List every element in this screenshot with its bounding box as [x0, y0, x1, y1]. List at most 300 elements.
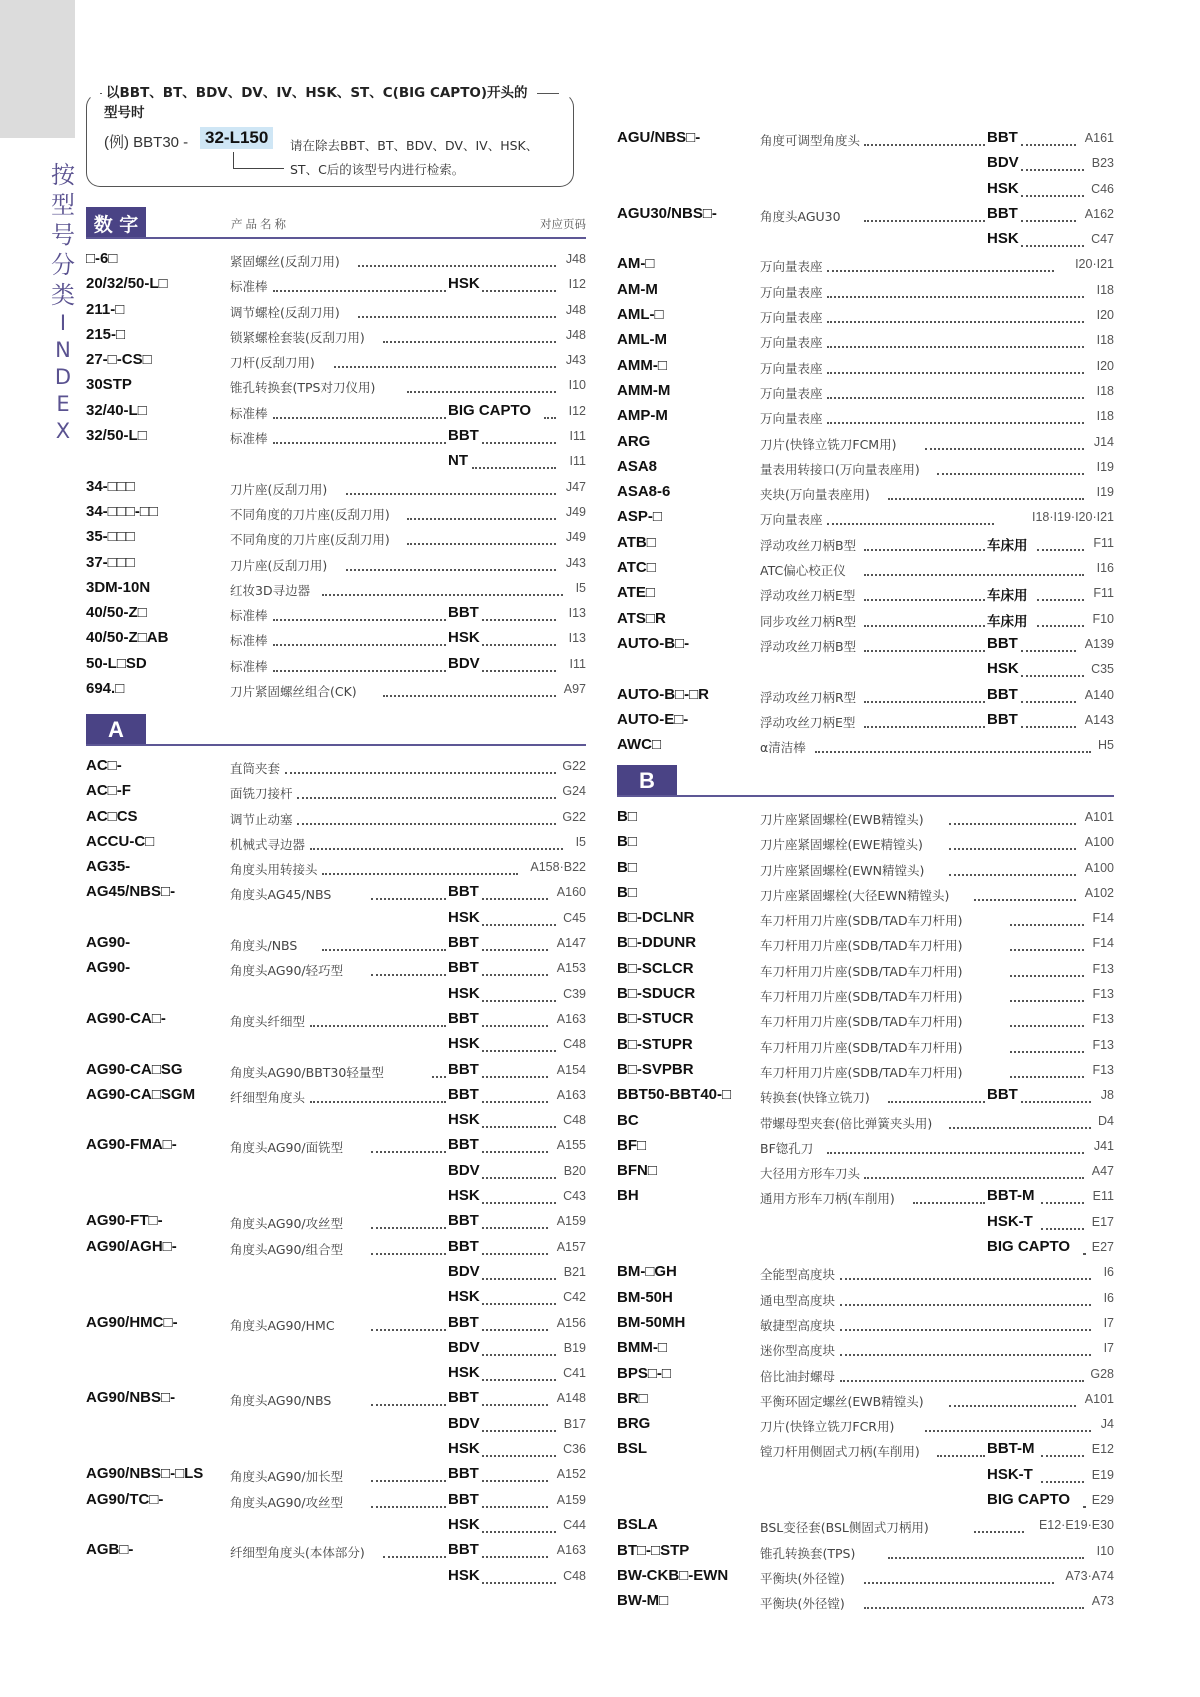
- shank-type: BBT: [987, 129, 1018, 146]
- page-reference[interactable]: G24: [559, 784, 586, 798]
- shank-type: BBT: [448, 1541, 479, 1559]
- index-entry: [86, 323, 586, 348]
- page-reference[interactable]: I16: [1094, 561, 1114, 575]
- page-reference[interactable]: A100: [1082, 835, 1114, 849]
- page-reference[interactable]: J43: [563, 353, 586, 367]
- product-name: 浮动攻丝刀柄B型: [760, 537, 857, 553]
- page-reference[interactable]: A154: [554, 1063, 586, 1077]
- dot-leader: [482, 1266, 556, 1280]
- page-reference[interactable]: C45: [560, 911, 586, 925]
- dot-leader: [864, 714, 985, 728]
- product-name: 浮动攻丝刀柄R型: [760, 689, 857, 705]
- shank-type: BBT-M: [987, 1440, 1035, 1458]
- index-entry: [617, 556, 1114, 581]
- dot-leader: [827, 284, 1084, 298]
- product-name: BF锪孔刀: [760, 1140, 814, 1156]
- index-entry: [617, 1539, 1114, 1564]
- shank-type: HSK: [448, 1035, 480, 1053]
- page-reference[interactable]: C42: [560, 1290, 586, 1304]
- product-name: 刀杆(反刮刀用): [230, 355, 315, 371]
- model-code: AC□CS: [86, 807, 138, 825]
- hint-note: 请在除去BBT、BT、BDV、DV、IV、HSK、: [290, 138, 539, 153]
- page-reference[interactable]: G28: [1087, 1367, 1114, 1381]
- product-name: 角度头AG90/BBT30轻量型: [230, 1064, 384, 1080]
- page-reference[interactable]: E11: [1090, 1189, 1114, 1203]
- shank-type: HSK: [448, 984, 480, 1002]
- page-reference[interactable]: F13: [1089, 1012, 1114, 1026]
- page-reference[interactable]: J49: [563, 505, 586, 519]
- product-name: 万向量表座: [760, 335, 823, 351]
- dot-leader: [840, 1368, 1084, 1382]
- index-entry: [86, 399, 586, 424]
- page-reference[interactable]: F13: [1089, 1063, 1114, 1077]
- page-reference[interactable]: A101: [1082, 1392, 1114, 1406]
- page-reference[interactable]: A97: [561, 682, 586, 696]
- index-entry: [86, 449, 586, 474]
- page-reference[interactable]: A163: [554, 1088, 586, 1102]
- product-name: 同步攻丝刀柄R型: [760, 613, 857, 629]
- index-entry: [617, 1134, 1114, 1159]
- dot-leader: [407, 531, 556, 545]
- index-entry: [86, 1058, 586, 1083]
- page-reference[interactable]: I19: [1094, 460, 1114, 474]
- dot-leader: [482, 1241, 548, 1255]
- page-reference[interactable]: A156: [554, 1316, 586, 1330]
- product-name: 纤细型角度头: [230, 1089, 306, 1105]
- page-reference[interactable]: D4: [1095, 1114, 1114, 1128]
- page-reference[interactable]: A148: [554, 1391, 586, 1405]
- page-reference[interactable]: C41: [560, 1366, 586, 1380]
- dot-leader: [383, 1544, 446, 1558]
- model-code: AUTO-B□-: [617, 634, 690, 652]
- dot-leader: [1041, 1216, 1084, 1230]
- model-code: AC□-F: [86, 782, 131, 800]
- shank-type: BBT: [448, 1389, 479, 1407]
- page-reference[interactable]: C46: [1088, 182, 1114, 196]
- dot-leader: [1010, 1039, 1084, 1053]
- page-reference[interactable]: A157: [554, 1240, 586, 1254]
- model-code: AGB□-: [86, 1541, 134, 1559]
- index-entry: [617, 708, 1114, 733]
- index-entry: [86, 1133, 586, 1158]
- shank-type: BBT: [987, 634, 1018, 652]
- dot-leader: [864, 537, 985, 551]
- dot-leader: [482, 912, 556, 926]
- product-name: 角度头AG90/面铣型: [230, 1140, 344, 1156]
- product-name: 平衡块(外径镗): [760, 1596, 845, 1612]
- page-reference[interactable]: I7: [1101, 1316, 1114, 1330]
- index-entry: [617, 1033, 1114, 1058]
- page-reference[interactable]: B20: [561, 1164, 586, 1178]
- product-name: 标准棒: [230, 658, 268, 674]
- index-entry: [617, 1463, 1114, 1488]
- product-name: 万向量表座: [760, 259, 823, 275]
- dot-leader: [949, 1115, 1091, 1129]
- index-entry: [86, 855, 586, 880]
- page-reference[interactable]: J49: [563, 530, 586, 544]
- product-name: 大径用方形车刀头: [760, 1166, 861, 1182]
- dot-leader: [297, 785, 556, 799]
- page-reference[interactable]: I11: [567, 429, 586, 443]
- product-name: 机械式寻边器: [230, 836, 306, 852]
- page-reference[interactable]: F13: [1089, 1038, 1114, 1052]
- product-name: 通用方形车刀柄(车削用): [760, 1191, 895, 1207]
- dot-leader: [482, 1215, 548, 1229]
- product-name: 角度头AG90/轻巧型: [230, 963, 344, 979]
- index-entry: [617, 856, 1114, 881]
- page-reference[interactable]: I20: [1094, 308, 1114, 322]
- dot-leader: [358, 304, 556, 318]
- page-reference[interactable]: J14: [1091, 435, 1114, 449]
- model-code: ATC□: [617, 559, 656, 577]
- dot-leader: [371, 1494, 446, 1508]
- page-reference[interactable]: A100: [1082, 861, 1114, 875]
- page-reference[interactable]: G22: [559, 810, 586, 824]
- page-reference[interactable]: J41: [1091, 1139, 1114, 1153]
- index-entry: [86, 754, 586, 779]
- product-name: 刀片座紧固螺栓(大径EWN精镗头): [760, 887, 950, 903]
- dot-leader: [888, 486, 1084, 500]
- index-entry: [86, 1083, 586, 1108]
- page-reference[interactable]: I18·I19·I20·I21: [1029, 510, 1114, 524]
- dot-leader: [864, 562, 1084, 576]
- page-reference[interactable]: J48: [563, 328, 586, 342]
- page-reference[interactable]: I20·I21: [1072, 257, 1114, 271]
- dot-leader: [949, 811, 1076, 825]
- model-code: BSLA: [617, 1516, 658, 1534]
- page-reference[interactable]: I5: [573, 581, 586, 595]
- dot-leader: [840, 1317, 1091, 1331]
- page-reference[interactable]: A155: [554, 1138, 586, 1152]
- product-name: 万向量表座: [760, 411, 823, 427]
- model-code: 3DM-10N: [86, 578, 151, 596]
- model-code: ASA8-6: [617, 483, 671, 501]
- hint-title-2: 型号时: [104, 105, 145, 121]
- page-reference[interactable]: C48: [560, 1569, 586, 1583]
- dot-leader: [482, 430, 556, 444]
- shank-type: BBT: [448, 934, 479, 952]
- product-name: 车刀杆用刀片座(SDB/TAD车刀杆用): [760, 1039, 963, 1055]
- index-entry: [617, 328, 1114, 353]
- model-code: 20/32/50-L□: [86, 275, 168, 293]
- page-reference[interactable]: C39: [560, 987, 586, 1001]
- shank-type: BIG CAPTO: [448, 401, 532, 419]
- dot-leader: [346, 557, 556, 571]
- model-code: 35-□□□: [86, 528, 135, 546]
- model-code: AC□-: [86, 757, 122, 774]
- page-reference[interactable]: B21: [561, 1265, 586, 1279]
- shank-type: BDV: [448, 654, 480, 672]
- dot-leader: [482, 1570, 556, 1584]
- shank-type: HSK: [448, 1515, 480, 1533]
- page-reference[interactable]: A143: [1082, 713, 1114, 727]
- page-reference[interactable]: E19: [1089, 1468, 1114, 1482]
- page-reference[interactable]: A161: [1082, 131, 1114, 145]
- product-name: 刀片座(反刮刀用): [230, 481, 328, 497]
- product-name: 平衡环固定螺丝(EWB精镗头): [760, 1393, 924, 1409]
- page-reference[interactable]: F11: [1090, 586, 1114, 600]
- index-entry: [86, 298, 586, 323]
- dot-leader: [1083, 1241, 1084, 1255]
- product-name: 角度头用转接头: [230, 862, 318, 878]
- dot-leader: [1021, 157, 1084, 171]
- model-code: ATE□: [617, 584, 655, 602]
- shank-type: BBT: [987, 204, 1018, 222]
- product-name: 刀片(快锋立铣刀FCR用): [760, 1419, 895, 1435]
- shank-type: BDV: [448, 1414, 480, 1432]
- section-tag: A: [86, 714, 146, 746]
- page-reference[interactable]: A160: [554, 885, 586, 899]
- index-entry: [617, 278, 1114, 303]
- dot-leader: [1021, 233, 1084, 247]
- page-reference[interactable]: B23: [1089, 156, 1114, 170]
- product-name: 通电型高度块: [760, 1292, 836, 1308]
- page-reference[interactable]: C47: [1088, 232, 1114, 246]
- page-reference[interactable]: E12·E19·E30: [1036, 1518, 1114, 1532]
- page-reference[interactable]: A163: [554, 1012, 586, 1026]
- product-name: 标准棒: [230, 279, 268, 295]
- page-reference[interactable]: I6: [1101, 1291, 1114, 1305]
- page-reference[interactable]: A101: [1082, 810, 1114, 824]
- model-code: AG90-: [86, 959, 131, 977]
- index-entry: [617, 1260, 1114, 1285]
- dot-leader: [310, 1089, 446, 1103]
- page-reference[interactable]: I13: [566, 606, 586, 620]
- index-entry: [86, 1361, 586, 1386]
- dot-leader: [864, 1570, 1054, 1584]
- dot-leader: [346, 481, 556, 495]
- section-rule: [617, 795, 1114, 797]
- page-reference[interactable]: E12: [1089, 1442, 1114, 1456]
- model-code: 694.□: [86, 680, 125, 698]
- model-code: AG90/HMC□-: [86, 1313, 178, 1331]
- dot-leader: [482, 1443, 556, 1457]
- dot-leader: [482, 1468, 548, 1482]
- product-name: 角度头/NBS: [230, 938, 298, 954]
- product-name: 锥孔转换套(TPS): [760, 1545, 856, 1561]
- index-entry: [617, 1362, 1114, 1387]
- dot-leader: [273, 430, 446, 444]
- page-reference[interactable]: F10: [1089, 612, 1114, 626]
- page-reference[interactable]: A147: [554, 936, 586, 950]
- dot-leader: [472, 455, 556, 469]
- dot-leader: [482, 988, 556, 1002]
- page-reference[interactable]: I12: [566, 277, 586, 291]
- model-code: ACCU-C□: [86, 832, 155, 850]
- page-reference[interactable]: J47: [563, 480, 586, 494]
- page-reference[interactable]: I10: [566, 378, 586, 392]
- model-code: BMM-□: [617, 1339, 667, 1357]
- page-reference[interactable]: I11: [567, 657, 586, 671]
- page-reference[interactable]: J43: [563, 556, 586, 570]
- model-code: BC: [617, 1111, 639, 1129]
- product-name: 红妆3D寻边器: [230, 582, 311, 598]
- dot-leader: [273, 278, 446, 292]
- shank-type: BDV: [987, 154, 1019, 172]
- index-entry: [86, 1209, 586, 1234]
- model-code: AG90/TC□-: [86, 1490, 164, 1508]
- model-code: AUTO-E□-: [617, 710, 689, 728]
- page-reference[interactable]: I7: [1101, 1341, 1114, 1355]
- page-reference[interactable]: I18: [1094, 384, 1114, 398]
- model-code: AG90-CA□SG: [86, 1060, 183, 1078]
- product-name: 车刀杆用刀片座(SDB/TAD车刀杆用): [760, 913, 963, 929]
- index-entry: [617, 404, 1114, 429]
- page-reference[interactable]: A152: [554, 1467, 586, 1481]
- model-code: AMM-□: [617, 356, 667, 374]
- page-reference[interactable]: I13: [566, 631, 586, 645]
- page-reference[interactable]: I11: [567, 454, 586, 468]
- page-reference[interactable]: A140: [1082, 688, 1114, 702]
- section-header-b: [617, 765, 1114, 797]
- page-reference[interactable]: I6: [1101, 1265, 1114, 1279]
- model-code: AMM-M: [617, 381, 671, 399]
- index-entry: [86, 272, 586, 297]
- dot-leader: [840, 1266, 1091, 1280]
- model-code: BM-□GH: [617, 1263, 677, 1281]
- index-entry: [617, 1286, 1114, 1311]
- index-entry: [617, 126, 1114, 151]
- page-reference[interactable]: F13: [1089, 962, 1114, 976]
- page-reference[interactable]: E17: [1089, 1215, 1114, 1229]
- dot-leader: [432, 1064, 446, 1078]
- page-reference[interactable]: A159: [554, 1214, 586, 1228]
- page-reference[interactable]: I10: [1094, 1544, 1114, 1558]
- page-reference[interactable]: A102: [1082, 886, 1114, 900]
- index-entry: [617, 1412, 1114, 1437]
- page-reference[interactable]: J48: [563, 303, 586, 317]
- page-reference[interactable]: C43: [560, 1189, 586, 1203]
- page-reference[interactable]: I18: [1094, 333, 1114, 347]
- dot-leader: [371, 1317, 446, 1331]
- index-entry: [86, 1336, 586, 1361]
- model-code: BH: [617, 1187, 639, 1205]
- shank-type: 车床用: [987, 588, 1028, 605]
- shank-type: HSK: [987, 179, 1019, 197]
- index-entry: [617, 1564, 1114, 1589]
- page-reference[interactable]: A73: [1089, 1594, 1114, 1608]
- page-reference[interactable]: C48: [560, 1037, 586, 1051]
- page-reference[interactable]: A139: [1082, 637, 1114, 651]
- product-name: 万向量表座: [760, 512, 823, 528]
- page-reference[interactable]: A159: [554, 1493, 586, 1507]
- shank-type: BBT: [448, 1237, 479, 1255]
- dot-leader: [482, 278, 556, 292]
- page-reference[interactable]: C35: [1088, 662, 1114, 676]
- page-reference[interactable]: A162: [1082, 207, 1114, 221]
- shank-type: BBT: [448, 1465, 479, 1483]
- product-name: 刀片座(反刮刀用): [230, 557, 328, 573]
- page-reference[interactable]: I19: [1094, 485, 1114, 499]
- index-entry: [86, 880, 586, 905]
- page-reference[interactable]: B19: [561, 1341, 586, 1355]
- index-entry: [86, 1108, 586, 1133]
- index-entry: [86, 1412, 586, 1437]
- model-code: ASP-□: [617, 508, 662, 526]
- product-name: 浮动攻丝刀柄E型: [760, 714, 856, 730]
- page-reference[interactable]: F14: [1089, 911, 1114, 925]
- product-name: 量表用转接口(万向量表座用): [760, 461, 920, 477]
- page-reference[interactable]: A163: [554, 1543, 586, 1557]
- example-model-highlight: 32-L150: [200, 127, 273, 149]
- index-entry: [617, 581, 1114, 606]
- page-reference[interactable]: J8: [1098, 1088, 1114, 1102]
- page-reference[interactable]: H5: [1095, 738, 1114, 752]
- index-entry: [617, 830, 1114, 855]
- dot-leader: [974, 1519, 1024, 1533]
- product-name: 不同角度的刀片座(反刮刀用): [230, 506, 390, 522]
- shank-type: BBT: [448, 1490, 479, 1508]
- model-code: BRG: [617, 1415, 651, 1433]
- shank-type: BBT: [448, 883, 479, 901]
- index-entry: [617, 1184, 1114, 1209]
- page-reference[interactable]: B17: [561, 1417, 586, 1431]
- shank-type: 车床用: [987, 613, 1028, 630]
- dot-leader: [322, 582, 563, 596]
- dot-leader: [1010, 912, 1084, 926]
- dot-leader: [913, 1190, 985, 1204]
- section-tag: 数 字: [86, 207, 146, 239]
- page-reference[interactable]: A73·A74: [1062, 1569, 1114, 1583]
- product-name: 车刀杆用刀片座(SDB/TAD车刀杆用): [760, 963, 963, 979]
- page-reference[interactable]: I20: [1094, 359, 1114, 373]
- product-name: 刀片座紧固螺栓(EWE精镗头): [760, 837, 923, 853]
- page-reference[interactable]: G22: [559, 759, 586, 773]
- page-reference[interactable]: C36: [560, 1442, 586, 1456]
- index-entry: [617, 607, 1114, 632]
- page-reference[interactable]: I18: [1094, 409, 1114, 423]
- page-reference[interactable]: F14: [1089, 936, 1114, 950]
- shank-type: HSK: [987, 660, 1019, 678]
- page-reference[interactable]: J48: [563, 252, 586, 266]
- page-reference[interactable]: E27: [1089, 1240, 1114, 1254]
- model-code: BBT50-BBT40-□: [617, 1086, 732, 1104]
- page-reference[interactable]: F11: [1090, 536, 1114, 550]
- page-reference[interactable]: A153: [554, 961, 586, 975]
- page-reference[interactable]: A47: [1089, 1164, 1114, 1178]
- index-entry: [86, 1159, 586, 1184]
- dot-leader: [925, 436, 1084, 450]
- page-reference[interactable]: I12: [566, 404, 586, 418]
- index-entry: [617, 1387, 1114, 1412]
- model-code: BW-M□: [617, 1592, 669, 1610]
- page-reference[interactable]: F13: [1089, 987, 1114, 1001]
- dot-leader: [1021, 132, 1076, 146]
- model-code: AG35-: [86, 858, 131, 876]
- b-list: [617, 805, 1114, 1615]
- index-entry: [86, 500, 586, 525]
- dot-leader: [371, 1468, 446, 1482]
- page-reference[interactable]: I5: [573, 835, 586, 849]
- model-code: B□-SCLCR: [617, 959, 694, 977]
- page-reference[interactable]: C48: [560, 1113, 586, 1127]
- page-reference[interactable]: J4: [1098, 1417, 1114, 1431]
- section-rule: [86, 744, 586, 746]
- index-entry: [86, 475, 586, 500]
- index-entry: [617, 1083, 1114, 1108]
- model-code: BF□: [617, 1136, 647, 1154]
- page-reference[interactable]: E29: [1089, 1493, 1114, 1507]
- dot-leader: [1041, 1443, 1084, 1457]
- side-title-char: E: [56, 392, 70, 416]
- model-code: AUTO-B□-□R: [617, 685, 709, 703]
- dot-leader: [864, 1165, 1084, 1179]
- product-name: 角度头AG90/加长型: [230, 1469, 344, 1485]
- page-reference[interactable]: A158·B22: [527, 860, 586, 874]
- page-reference[interactable]: C44: [560, 1518, 586, 1532]
- model-code: B□: [617, 883, 637, 901]
- page-reference[interactable]: I18: [1094, 283, 1114, 297]
